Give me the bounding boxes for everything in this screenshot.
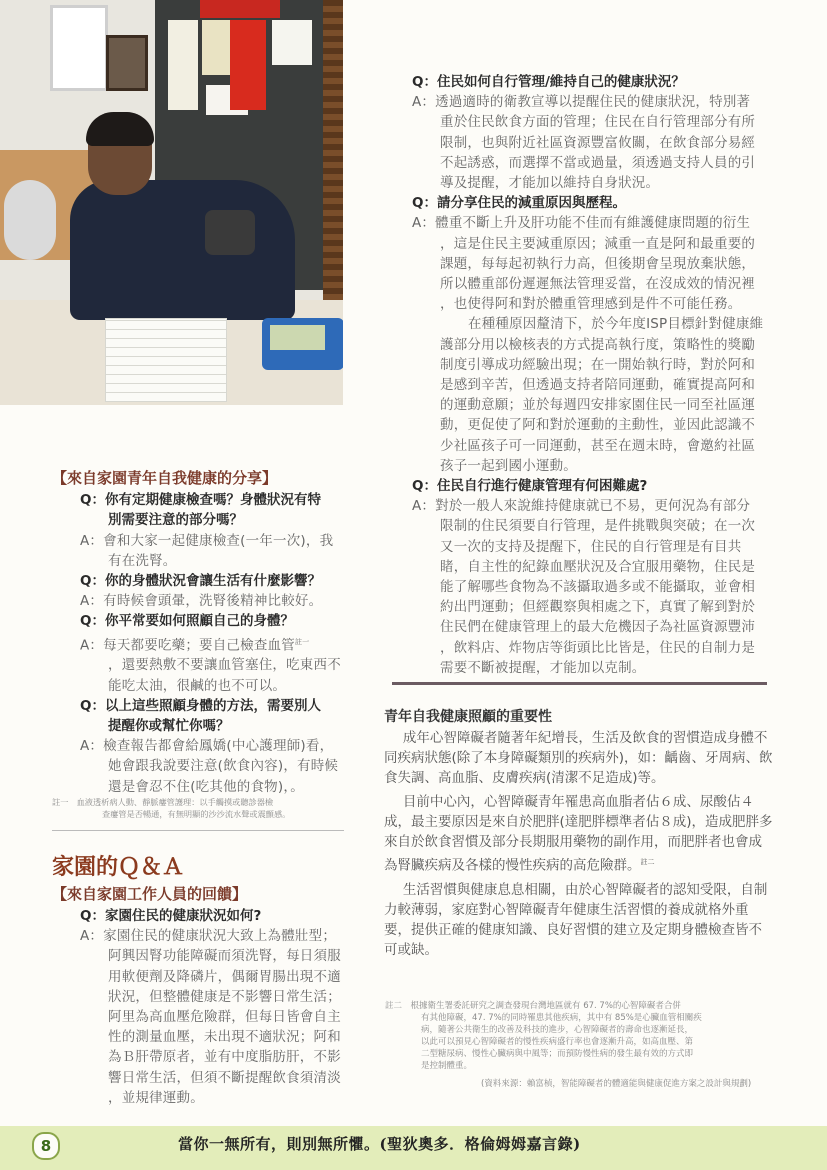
importance-section xyxy=(384,706,774,960)
divider xyxy=(52,830,344,831)
answer: A：會和大家一起健康檢查(一年一次)，我 有在洗腎。 xyxy=(80,532,334,569)
question: Q：住民如何自行管理/維持自己的健康狀況？ xyxy=(412,74,685,90)
paragraph: 生活習慣與健康息息相關，由於心智障礙者的認知受限，自制力較薄弱，家庭對心智障礙青年健康生活習慣的養成就格外重要，提供正確的健康知識、良好習慣的建立及定期身體檢查皆不可或缺。 xyxy=(384,881,768,958)
staff-heading: 【來自家園工作人員的回饋】 xyxy=(52,885,248,903)
qa-section xyxy=(52,850,342,1108)
answer: A：每天都要吃藥；要自己檢查血管$^{註一}$ ，還要熱敷不要讓血管塞住，吃東西不 能吃太油，很鹹的也不可以。 xyxy=(80,637,341,694)
footnote-2: 註二 根據衛生署委託研究之調查發現台灣地區就有 67. 7%的心智障礙者合併 有其他障礙，47. 7%的同時罹患其他疾病，其中有 85%是心臟血管相關疾 病，隨著公共衛生的改善及科技的進步，心智障礙者的壽命也逐漸延長， 以此可以預見心智障礙者的慢性疾病盛行率也會逐漸升高，如高血壓、第 二型糖尿病、慢性心臟病與中風等；而預防慢性病的發生最有效的方式即 是控制體重。 (資料來源：賴富楨，智能障礙者的體適能與健康促進方案之設計與規劃) xyxy=(385,1001,752,1089)
question: Q：家園住民的健康狀況如何? xyxy=(80,908,262,924)
page-number: 8 xyxy=(32,1132,60,1160)
section-divider xyxy=(392,682,767,685)
question: Q：你平常要如何照顧自己的身體？ xyxy=(80,613,294,630)
question: Q：你的身體狀況會讓生活有什麼影響？ xyxy=(80,573,321,590)
answer: A：家園住民的健康狀況大致上為體壯型； 阿興因腎功能障礙而須洗腎，每日須服 用軟便劑及降磷片，偶爾胃腸出現不適 狀況，但整體健康是不影響日常生活； 阿里為高血壓危險群，但每日皆會自主 性的測量血壓，未出現不適狀況；阿和 為Ｂ肝帶原者，並有中度脂肪肝，不影 響日常生活，但須不斷提醒飲食須清淡 ，並規律運動。 xyxy=(80,928,341,1106)
question: Q：以上這些照顧身體的方法，需要別人 提醒你或幫忙你嗎？ xyxy=(80,697,321,734)
staff-qa-continued xyxy=(384,72,774,678)
answer: A：體重不斷上升及肝功能不佳而有維護健康問題的衍生 ，這是住民主要減重原因；減重一直是阿和最重要的 課題，每每起初執行力高，但後期會呈現放棄狀態， 所以體重部份遲遲無法管理妥當，在沒成效的情況裡 ，也使得阿和對於體重管理感到是件不可能任務。 在種種原因釐清下，於今年度ISP目標針對健康維 護部分用以檢核表的方式提高執行度，策略性的獎勵 制度引導成功經驗出現；在一開始執行時，對於阿和 是感到辛苦，但透過支持者陪同運動，確實提高阿和 的運動意願；並於每週四安排家園住民一同至社區運 動，更促使了阿和對於運動的主動性，並因此認識不 少社區孩子可一同運動，甚至在週末時，會邀約社區 孩子一起到國小運動。 xyxy=(412,215,764,474)
footer-quote: 當你一無所有，則別無所懼。(聖狄奧多．格倫姆姆嘉言錄) xyxy=(178,1135,581,1153)
qa-heading: 家園的Ｑ＆Ａ xyxy=(52,854,185,880)
question: Q：住民自行進行健康管理有何困難處? xyxy=(412,478,648,495)
paragraph: 目前中心內，心智障礙青年罹患高血脂者佔６成、尿酸佔４成，最主要原因是來自於肥胖(達肥胖標準者佔８成)，造成肥胖多來自於飲食習慣及部分長期服用藥物的副作用，而肥胖者也會成為腎臟疾病及各樣的慢性疾病的高危險群。$^{註二}$ xyxy=(384,794,773,874)
section-title: 青年自我健康照顧的重要性 xyxy=(384,709,552,725)
youth-sharing-section xyxy=(52,468,342,797)
answer: A：對於一般人來說維持健康就已不易，更何況為有部分 限制的住民須要自行管理，是件挑戰與突破；在一次 又一次的支持及提醒下，住民的自行管理是有目共 睹，自主性的紀錄血壓狀況及合宜服用藥物，住民是 能了解哪些食物為不該攝取過多或不能攝取，並會相 約出門運動；但經觀察與相處之下，真實了解到對於 住民們在健康管理上的最大危機因子為社區資源豐沛 ，飲料店、炸物店等街頭比比皆是，住民的自制力是 需要不斷被提醒，才能加以克制。 xyxy=(412,498,756,676)
answer: A：有時候會頭暈，洗腎後精神比較好。 xyxy=(80,593,323,610)
photo-health-check xyxy=(0,0,343,405)
answer: A：檢查報告都會給鳳嬌(中心護理師)看， 她會跟我說要注意(飲食內容)，有時候 還是會忍不住(吃其他的食物)，。 xyxy=(80,738,339,795)
question: Q：請分享住民的減重原因與歷程。 xyxy=(412,195,626,212)
footnote-1: 註一 血液透析病人動、靜脈瘻管護理：以手觸摸或聽診器檢 查瘻管是否暢通，有無明顯的沙沙流水聲或震顫感。 xyxy=(52,797,291,819)
answer: A：透過適時的衛教宣導以提醒住民的健康狀況，特別著 重於住民飲食方面的管理；住民在自行管理部分有所 限制，也與附近社區資源豐富攸關，在飲食部分易經 不起誘惑，而選擇不當或過量，須透過支持人員的引 導及提醒，才能加以維持自身狀況。 xyxy=(412,94,756,192)
share-heading: 【來自家園青年自我健康的分享】 xyxy=(52,469,278,487)
question: Q：你有定期健康檢查嗎？身體狀況有特 別需要注意的部分嗎？ xyxy=(80,492,321,529)
paragraph: 成年心智障礙者隨著年紀增長，生活及飲食的習慣造成身體不同疾病狀態(除了本身障礙類別的疾病外)，如：齲齒、牙周病、飲食失調、高血脂、皮膚疾病(清潔不足造成)等。 xyxy=(384,730,773,786)
